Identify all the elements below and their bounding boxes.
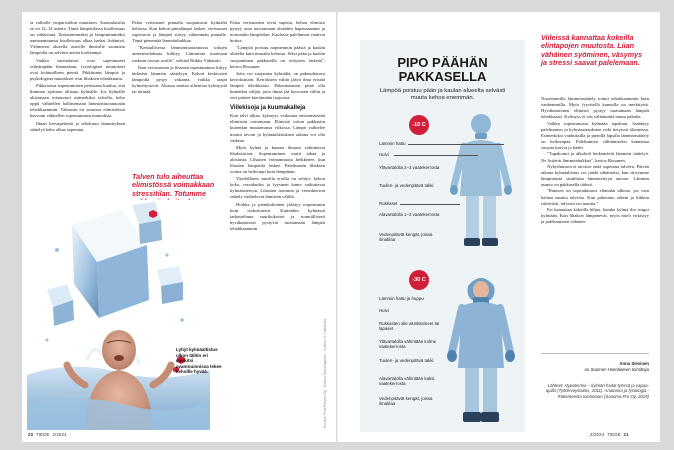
author-name: Anna Sievinen <box>619 361 649 366</box>
paragraph: Nykyihmisen ei tarvitse enää sopeutua talveen. Päivän aikana kylmäaltistus voi jäädä vähäiseksi, kun siirrymme lämpimästä sisätilasta lämmitettyyn autoon. Lämmin asunto on pakkasella tärkeä. <box>541 163 649 188</box>
label-boots-2: Vedenpitävät kengät, joissa ilmatilaa <box>379 396 433 407</box>
label-lower-layers-2: Alavartalolla vähintään kaksi vaatekerrosta <box>379 376 435 387</box>
sources: Lähteet: Hypotermia – kylmän haitat työssä ja vapaa-ajalla (Työterveyslaitos, 2011). Anatomia ja fysiologia - Rakenteesta toimintaan (Sanoma Pro Oy, 2019) <box>545 383 649 399</box>
paragraph: Myös kylmä ja kuuma ilmasto vaikuttavat lihaksistoon. Sopeutuminen vaatii aikaa ja altistusta. Lihasten voimantuotto heikkenee, kun lihasten lämpötila laskee. Paleltuneen lihaksen voima on heikompi kuin lämpimän. <box>230 144 325 175</box>
page-spine <box>336 12 338 442</box>
article-column-2 <box>132 20 227 165</box>
paragraph: "Kemiallisessa lämmöntuotannossa solujen aineenvaihdunta kiihtyy. Lämmintä tuotetaan ruskean rasvan avulla", selittää Riikka Vähäsalo. <box>132 45 227 63</box>
winter-figure-bottom <box>446 270 516 425</box>
label-mittens: Rukkaset <box>379 201 398 206</box>
label-scarf: Huivi <box>379 152 389 157</box>
paragraph: Nuoremmilla lämmönsäätely toimii tehokkaammin kuin vanhemmilla. Myös fyysisellä kunnolla on merkitystä. Hyväkuntoinen elimistö pystyy tuottamaan lämpöä tehokkaasti. Kylmyys ei siis välttämättä tunnu pahalta. <box>541 96 649 120</box>
photo-caption: Lyhyt kylmäaltistus ulkon tällön eri merkitsi avantouinnissa tekee kehollle hyvää. <box>176 347 222 375</box>
issue-number: 2/2024 <box>52 432 67 437</box>
section-subheading: Viilekisoja ja kuumakalleja <box>230 105 306 112</box>
article-column-1 <box>30 20 125 195</box>
leader-line <box>394 155 478 156</box>
label-hat: Lämmin hattu <box>379 141 406 146</box>
author-role: on Suomen Hoitotieteen toimittaja <box>584 366 649 372</box>
paragraph: ia valtiolle ympäristöhin muuttuen. Suomalaisilta se on 12–14 astetta. Tämä lämpötilassa kuolleisuus on vähäisintä. Ilottomimmaksi ja lämpimimmäksi aamuaansaanut kuolleisuus alkaa harhat lisääntyä. Välimeren alueella asuville ihmisille suotuisin lämpötila on selvästi aneita korkeampi. <box>30 20 125 56</box>
paragraph: Yksilöllinen suurilla eroilla on selitys: kehon koko, rasvakudos ja fyysinen kunto vaikuttavat kylmänsietoon. Lihasten toiminta ja verenkierron säätely vaihtelevat ihmisten välillä. <box>230 176 325 200</box>
label-boots: Vedenpitävät kengät, joissa ilmatilaa <box>379 232 433 243</box>
ice-bath-photo <box>27 200 210 430</box>
paragraph: Ihon verisuonten ja lihasten supistuminen liittyy tärkeästi lämmön säätelyyn. Kehon keskiosien lämpötila pysyy vakaana, vaikka raajat kylmettyisivät. Alustaa saattaa aiheuttaa kylmyyttä tai tärinää. <box>132 64 227 95</box>
paragraph: Hoikka ja pienikokoinen jäähtyy nopeammin kuin isokokoinen. Kuitenkin kylmässä tarkasteltuna suurikokoiset ja ruumiillisesti hyväkuntoiset pystyvät tuottamaan lämpöä tehokkaammin. <box>230 201 325 231</box>
author-info <box>541 361 649 372</box>
magazine-name: TIEDE <box>35 432 50 437</box>
lead-quote: Viileissä kannattaa kokeilla elintapojen muutosta. Liian vähäinen syöminen, väsymys ja stressi saavat palelemaan. <box>541 33 643 67</box>
infographic-title: PIPO PÄÄHÄN PAKKASELLA <box>397 55 488 84</box>
magazine-name: TIEDE <box>607 432 621 437</box>
paragraph: Vaikka sopeutumista kylmään tapahtuu, lisääntyy paleltumien ja kylmäsairauksien riski tietyissä tilanteissa. Esimerkiksi vanhuksilla ja pienillä lapsilla lämmönsäätely on heikompaa. Paleltumien välttämiseksi kannattaa suojata kasvot ja kädet. <box>541 120 649 151</box>
label-upper-layers: Ylävartalolla 2–3 vaatekerrosta <box>379 165 440 170</box>
page-number: 20 <box>28 432 34 437</box>
paragraph: Palaa verisuonien eivät supistu, kehon elimistö pystyy aina turvaamaan alueiden hapensaannin ja normaalin lämpötilan. Kaulassa paleltumat vaativat hoitoa. <box>230 20 325 44</box>
temperature-badge-top: -10 C <box>409 115 429 135</box>
paragraph: Ilman karvapeitettä ja tehokasta lämmityksen säätelyä keho alkaa sopeutua. <box>30 120 125 132</box>
pull-quote: Talven tulo aiheuttaa elimistössä voimakkaan stressitilan. Totumme <box>132 172 215 198</box>
article-column-right <box>541 96 649 348</box>
label-scarf-2: Huivi <box>379 308 389 313</box>
winter-figure-top <box>446 110 516 250</box>
divider <box>541 353 649 354</box>
label-inner-gloves: Rukkasten alle aluskäsineet tai lapaset <box>379 321 440 332</box>
article-column-3 <box>230 20 325 430</box>
page-footer-right <box>590 432 629 437</box>
paragraph: Vaikka suomalaiset ovat sopeutuneet viileämpään ilmanalaan, fysiologiset muutokset ovat kohtuullisen pieniä. Pikkiinnus lämpöä ja psykologiset muutokset ovat lihaksen tehokkuutta. <box>30 57 125 81</box>
temperature-badge-bottom: -30 C <box>409 270 429 290</box>
paragraph: "Lämpöä poistuu nopeammin päästä ja kaulan alueelta kuin muualta kehosta. Siksi pään ja kaulan suojaaminen pakkasella on erityisen tärkeää", kertoo Rissanen. <box>230 45 325 69</box>
paragraph: Kun talvi alkaa, kylmyys vaikuttaa ensimmäisenä elimistön toimintaan. Elimistö tottuu pakkasiin kuitenkin muutamassa viikossa. Lämpö vaihtelee monin tavoin ja kylmäaltistuksen aikana voi olla vaikeaa. <box>230 113 325 143</box>
image-credit: Kuvitus: Pixel Pohjois Oy · Kuvitus Tilava Agentur · kuvitus 01 / Valokuva <box>323 318 327 428</box>
paragraph: "Ihmisen on sopeuduttava elämään ulkona, jos vain haluaa nauttia talvesta. Kun pukeutuu oikein ja liikkuu riittävästi, talvesta voi nauttia." <box>541 188 649 206</box>
paragraph: Palaa verisuonet pinnalla suojautuvat kylmältä kehossa. Kun kehon pintalämpö laskee, verisuonet supistuvat ja lämpöä siirtyy vähemmän pinnalle. Tämä pienentää lämmönhukkaa. <box>132 20 227 44</box>
ice-cube-large <box>72 210 149 318</box>
label-lower-layers: Alavartalolla 1–2 vaatekerrosta <box>379 212 440 217</box>
issue-number: 2/2024 <box>590 432 605 437</box>
paragraph: Pikkaisissa sopeutumisen perustana kuuluu, että ihminen ajoittain altistuu kylmälle. Jos kylmälle altistutaan toistuvasti esimerkiksi talvella, keho oppii vähitellen hallitsemaan lämmöntuotantoaan tehokkaammin. Valtaosin eri suurissa elimistöissä kasvuun vähitellen sopeutumisen muutoksia. <box>30 82 125 119</box>
label-hat-hood: Lämmin hattu ja huppu <box>379 296 424 301</box>
leader-line <box>408 144 504 145</box>
ice-illustration <box>27 200 210 430</box>
paragraph: "Tupakointi ja alkoholi heikentävät lämmön säätelyä. Ne lisäävät lämmönhukkaa", kertoo Rissanen. <box>541 151 649 163</box>
page-footer-left <box>28 432 67 437</box>
paragraph: Eri kannattaa kokeilla hiljaa, kuinka kylmä iho reagoi kylmään. Kun lihakset lämpenevät, myös mieli virkistyy ja paleltaminen vähenee. <box>541 206 649 225</box>
page-number: 21 <box>623 432 629 437</box>
label-jacket-2: Tuulen- ja vedenpitävä takki <box>379 358 434 363</box>
infographic-panel <box>360 40 525 432</box>
leader-line <box>400 204 460 205</box>
infographic-subtitle: Lämpöä poistuu pään ja kaulan alueelta selvästi muuta kehoa enemmän. <box>379 88 506 101</box>
paragraph: Jotta voi suojautua kylmältä, on pukeuduttava kerroksittain. Kerroksien väliin jäävä ilma eristää lämpöä tehokkaasti. Pukeutumisen pitää olla kuitenkin väljää, jotta ilmaa jää kerrosten väliin ja veri pääsee kiertämään raajoissa. <box>230 70 325 101</box>
label-upper-layers-2: Ylävartalolla vähintään kolme vaatekerrosta <box>379 339 437 350</box>
label-jacket: Tuulen- ja vedenpitävä takki <box>379 183 434 188</box>
